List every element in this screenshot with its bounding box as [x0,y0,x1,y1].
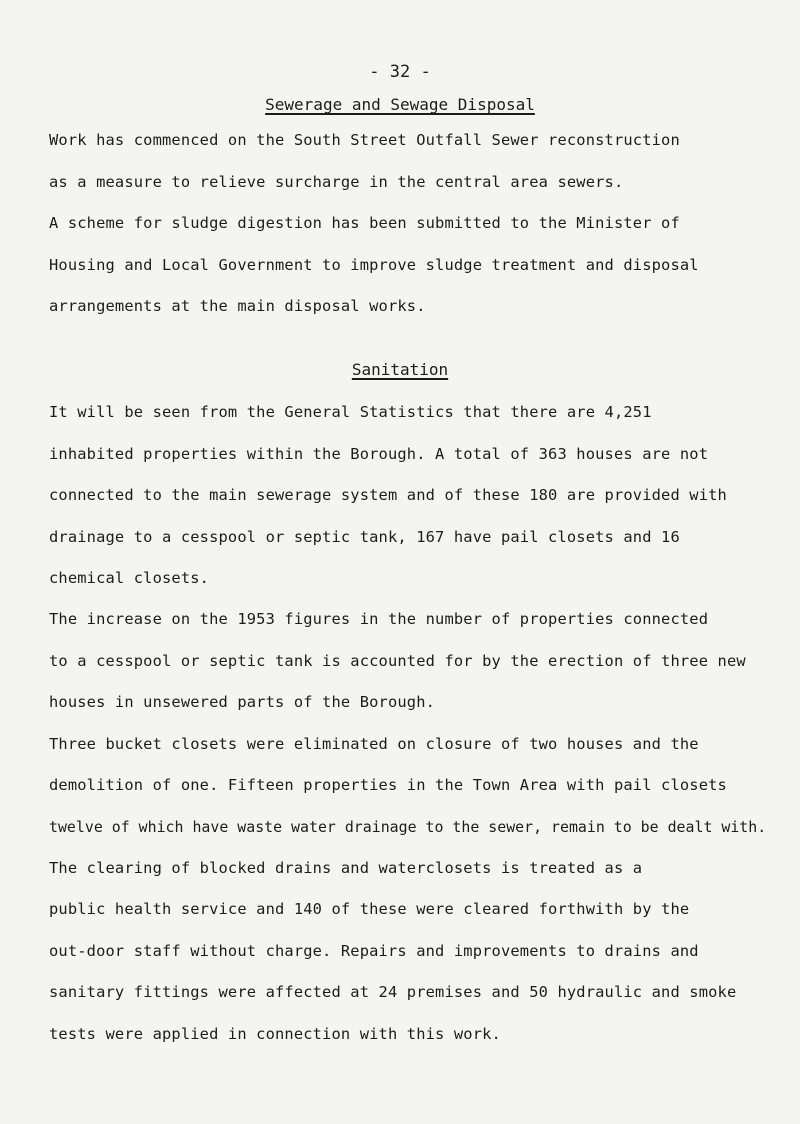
paragraph-line: connected to the main sewerage system and of these 180 are provided with [49,486,727,504]
paragraph-line: as a measure to relieve surcharge in the central area sewers. [49,173,624,191]
paragraph-line: sanitary fittings were affected at 24 premises and 50 hydraulic and smoke [49,983,737,1001]
paragraph-line: Housing and Local Government to improve sludge treatment and disposal [49,256,699,274]
paragraph-line: houses in unsewered parts of the Borough. [49,693,436,711]
paragraph-line: twelve of which have waste water drainage to the sewer, remain to be dealt with. [49,818,767,836]
paragraph-line: drainage to a cesspool or septic tank, 167 have pail closets and 16 [49,528,680,546]
paragraph-line: demolition of one. Fifteen properties in the Town Area with pail closets [49,776,727,794]
paragraph-line: Three bucket closets were eliminated on closure of two houses and the [49,735,699,753]
paragraph-line: out-door staff without charge. Repairs and improvements to drains and [49,942,699,960]
section-heading-sewerage: Sewerage and Sewage Disposal [265,95,535,114]
paragraph-line: arrangements at the main disposal works. [49,297,426,315]
paragraph-line: A scheme for sludge digestion has been submitted to the Minister of [49,214,680,232]
paragraph-line: inhabited properties within the Borough. A total of 363 houses are not [49,445,709,463]
paragraph-line: public health service and 140 of these were cleared forthwith by the [49,900,690,918]
paragraph-line: Work has commenced on the South Street Outfall Sewer reconstruction [49,131,680,149]
paragraph-line: tests were applied in connection with this work. [49,1025,501,1043]
page-number: - 32 - [369,62,431,82]
paragraph-line: The clearing of blocked drains and waterclosets is treated as a [49,859,643,877]
section-heading-sanitation: Sanitation [351,360,449,379]
paragraph-line: It will be seen from the General Statistics that there are 4,251 [49,403,652,421]
paragraph-line: to a cesspool or septic tank is accounted for by the erection of three new [49,652,746,670]
paragraph-line: The increase on the 1953 figures in the number of properties connected [49,610,709,628]
paragraph-line: chemical closets. [49,569,210,587]
